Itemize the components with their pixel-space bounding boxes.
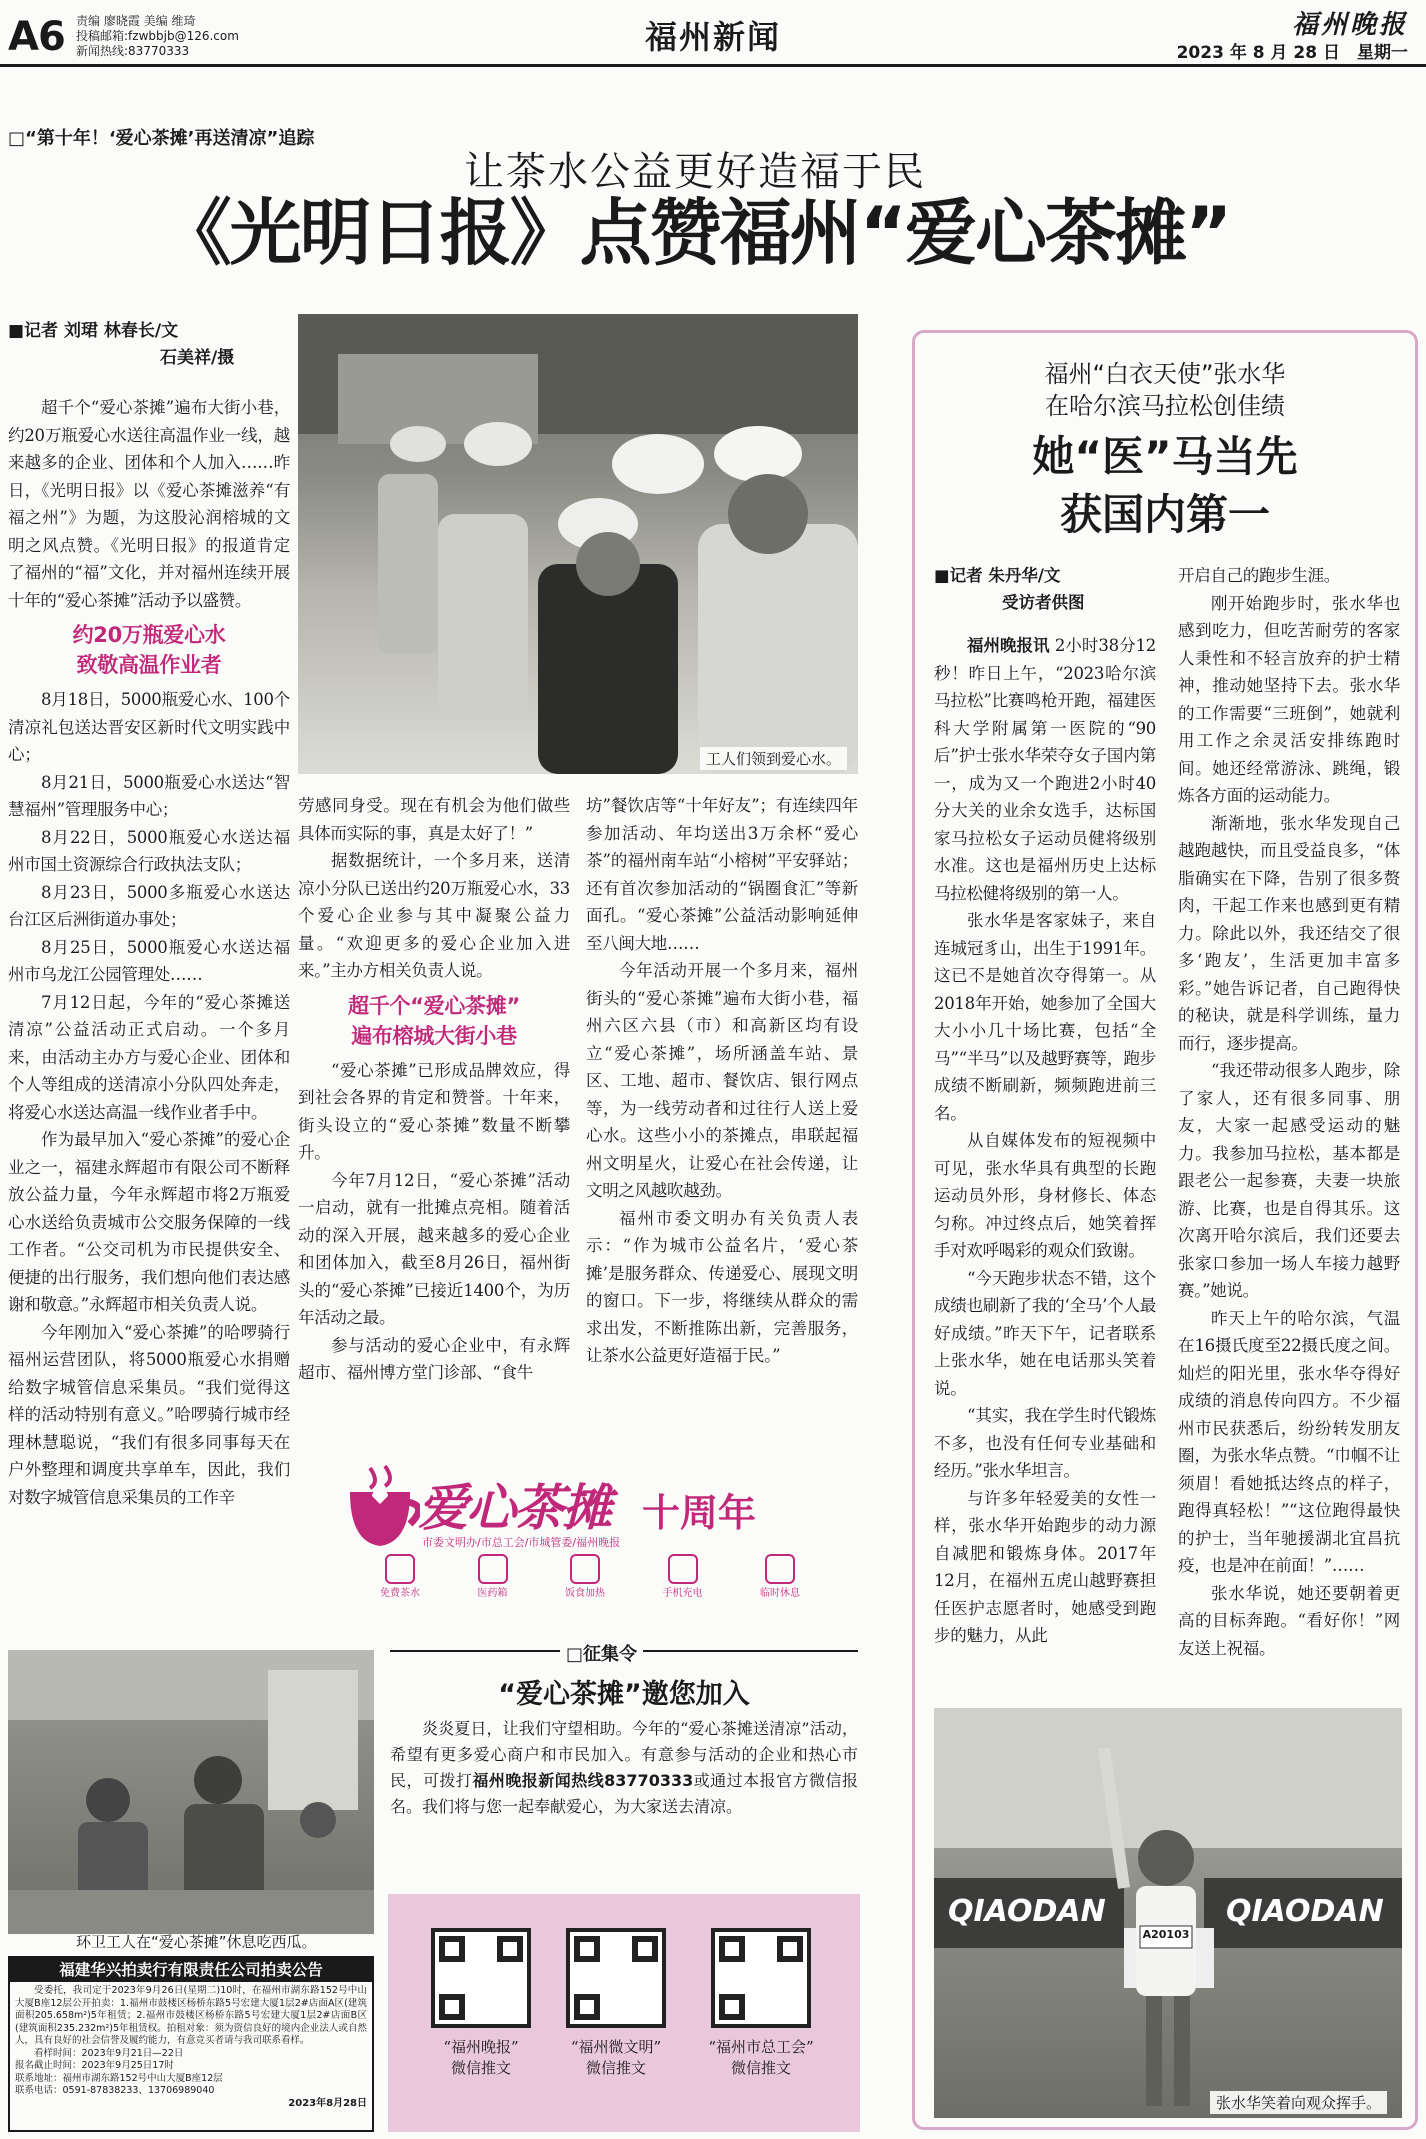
workers-figures [298, 314, 858, 774]
paragraph: “我还带动很多人跑步，除了家人，还有很多同事、朋友，大家一起感受运动的魅力。我参加马拉松，基本都是跟老公一起参赛，夫妻一块旅游、比赛，也是自得其乐。这次离开哈尔滨后，我们还要去张家口参加一场人车接力越野赛。”她说。 [1178, 1061, 1400, 1300]
rest-icon [765, 1554, 795, 1584]
service-label: 临时休息 [760, 1588, 800, 1599]
lead-byline [8, 318, 234, 372]
service-label: 手机充电 [662, 1588, 703, 1599]
service-item [478, 1554, 508, 1599]
auction-view-time: 看样时间：2023年9月21日—22日 [34, 2047, 184, 2059]
auction-body-text: 受委托，我司定于2023年9月26日(星期二)10时，在福州市湖东路152号中山大厦B座12层公开拍卖：1.福州市鼓楼区杨桥东路5号宏建大厦1层2#店面A区(建筑面积205.658m²)5年租赁；2.福州市鼓楼区杨桥东路5号宏建大厦1层2#店面B区(建筑面积235.232m²)5年租赁权。拍租对象：须为资信良好的境内企业法人或自然人，具有良好的社会信誉及履约能力，有意竞买者请与我司联系看样。 [15, 1985, 367, 2046]
qr-code-icon [711, 1928, 811, 2028]
page-number: A6 [8, 14, 65, 60]
sanitation-photo-caption: 环卫工人在“爱心茶摊”休息吃西瓜。 [76, 1933, 317, 1951]
love-tea-stall-logo [340, 1456, 820, 1606]
paragraph: 8月18日，5000瓶爱心水、100个清凉礼包送达晋安区新时代文明实践中心； [8, 690, 290, 764]
service-item [380, 1554, 420, 1599]
call-tag: □征集令 [560, 1640, 643, 1666]
sanitation-workers-figures [8, 1650, 374, 1934]
subhead-2: 超千个“爱心茶摊” 遍布榕城大街小巷 [348, 993, 520, 1048]
paragraph [934, 632, 1156, 907]
paragraph: 参与活动的爱心企业中，有永辉超市、福州博方堂门诊部、“食牛 [298, 1335, 570, 1382]
paragraph: 超千个“爱心茶摊”遍布大街小巷，约20万瓶爱心水送往高温作业一线，越来越多的企业、团体和个人加入……昨日，《光明日报》以《爱心茶摊滋养“有福之州”》为题，为这股沁润榕城的文明之风点赞。《光明日报》的报道肯定了福州的“福”文化，并对福州连续开展十年的“爱心茶摊”活动予以盛赞。 [8, 398, 290, 610]
auction-notice [8, 1956, 374, 2132]
paragraph: 刚开始跑步时，张水华也感到吃力，但吃苦耐劳的客家人秉性和不轻言放弃的护士精神，推动她坚持下去。张水华的工作需要“三班倒”，她就利用工作之余灵活安排练跑时间。她还经常游泳、跳绳，锻炼各方面的运动能力。 [1178, 593, 1400, 805]
email: 投稿邮箱:fzwbbjb@126.com [76, 29, 239, 43]
sidebar-byline [934, 562, 1085, 616]
service-item [565, 1554, 605, 1599]
paragraph: 8月23日，5000多瓶爱心水送达台江区后洲街道办事处； [8, 882, 290, 929]
runner-photo-caption: 张水华笑着向观众挥手。 [1210, 2091, 1387, 2114]
paragraph: 7月12日起，今年的“爱心茶摊送清凉”公益活动正式启动。一个多月来，由活动主办方与爱心企业、团体和个人等组成的送清凉小分队四处奔走，将爱心水送达高温一线作业者手中。 [8, 992, 290, 1122]
race-banner-right: QIAODAN [1226, 1894, 1384, 1929]
service-label: 免费茶水 [380, 1588, 420, 1599]
call-hotline: 福州晚报新闻热线83770333 [472, 1771, 694, 1790]
sidebar-column-1 [934, 632, 1156, 1650]
paragraph: 张水华是客家妹子，来自连城冠豸山，出生于1991年。这已不是她首次夺得第一。从2018年开始，她参加了全国大大小小几十场比赛，包括“全马”“半马”以及越野赛等，跑步成绩不断刷新，频频跑进前三名。 [934, 911, 1156, 1123]
auction-deadline: 报名截止时间：2023年9月25日17时 [15, 2060, 174, 2071]
call-body-text: 或通过本报官方微信报名。我们将与您一起奉献爱心，为大家送去清凉。 [390, 1771, 858, 1816]
paragraph: 今年7月12日，“爱心茶摊”活动一启动，就有一批摊点亮相。随着活动的深入开展，越来越多的爱心企业和团体加入，截至8月26日，福州街头的“爱心茶摊”已接近1400个，为历年活动之最。 [298, 1170, 570, 1327]
qr-sub: 微信推文 [450, 2059, 511, 2077]
paragraph: 张水华说，她还要朝着更高的目标奔跑。“看好你！”网友送上祝福。 [1178, 1583, 1400, 1658]
qr-name: “福州市总工会” [708, 2038, 814, 2056]
paragraph: “今天跑步状态不错，这个成绩也刷新了我的‘全马’个人最好成绩。”昨天下午，记者联系上张水华，她在电话那头笑着说。 [934, 1268, 1156, 1398]
lead-column-1 [8, 394, 290, 1511]
lead-kicker: 让茶水公益更好造福于民 [464, 149, 926, 195]
subhead-1: 约20万瓶爱心水 致敬高温作业者 [72, 623, 226, 677]
paragraph: 福州市委文明办有关负责人表示：“作为城市公益名片，‘爱心茶摊’是服务群众、传递爱心、展现文明的窗口。下一步，将继续从群众的需求出发，不断推陈出新，完善服务，让茶水公益更好造福于民。” [586, 1208, 858, 1365]
editors: 责编 廖晓霞 美编 维琦 [76, 14, 196, 28]
paragraph: 坊”餐饮店等“十年好友”；有连续四年参加活动、年均送出3万余杯“爱心茶”的福州南车站“小榕树”平安驿站；还有首次参加活动的“锅圈食汇”等新面孔。“爱心茶摊”公益活动影响延伸至八闽大地…… [586, 796, 858, 953]
paragraph: 渐渐地，张水华发现自己越跑越快，而且受益良多，“体脂确实在下降，告别了很多赘肉，干起工作来也感到更有精力。除此以外，我还结交了很多‘跑友’，生活更加丰富多彩。”她告诉记者，自己跑得快的秘诀，就是科学训练，量力而行，逐步提高。 [1178, 813, 1400, 1053]
sidebar-headline-2: 获国内第一 [1059, 490, 1270, 539]
paragraph: 8月21日，5000瓶爱心水送达“智慧福州”管理服务中心； [8, 772, 290, 819]
sidebar-headline [914, 428, 1416, 544]
auction-date: 2023年8月28日 [288, 2097, 367, 2109]
sidebar-kicker-1: 福州“白衣天使”张水华 [1044, 360, 1286, 388]
qr-block [686, 1928, 836, 2078]
qr-block [551, 1928, 681, 2078]
issue-date: 2023 年 8 月 28 日 星期一 [1176, 43, 1408, 63]
race-banner-left: QIAODAN [948, 1894, 1106, 1929]
auction-address: 联系地址：福州市湖东路152号中山大厦B座12层 [15, 2072, 223, 2084]
qr-sub: 微信推文 [585, 2059, 646, 2077]
lead-headline: 《光明日报》点赞福州“爱心茶摊” [159, 191, 1231, 275]
paragraph: 作为最早加入“爱心茶摊”的爱心企业之一，福建永辉超市有限公司不断释放公益力量，今年永辉超市将2万瓶爱心水送给负责城市公交服务保障的一线工作者。“公交司机为市民提供安全、便捷的出行服务，我们想向他们表达感谢和敬意。”永辉超市相关负责人说。 [8, 1130, 290, 1314]
byline-writer: ■记者 刘珺 林春长/文 [8, 321, 179, 341]
qr-name: “福州晚报” [443, 2038, 519, 2056]
qr-name: “福州微文明” [570, 2038, 662, 2056]
auction-body [10, 1982, 372, 2113]
sidebar-kicker-2: 在哈尔滨马拉松创佳绩 [1045, 392, 1285, 420]
logo-anniversary: 十周年 [642, 1491, 757, 1535]
sanitation-workers-photo [8, 1650, 374, 1934]
qr-panel [388, 1894, 860, 2132]
service-label: 饭食加热 [565, 1588, 605, 1599]
paragraph: “爱心茶摊”已形成品牌效应，得到社会各界的肯定和赞誉。十年来，街头设立的“爱心茶摊”数量不断攀升。 [298, 1060, 570, 1162]
food-heating-icon [570, 1554, 600, 1584]
call-for-entries [390, 1640, 858, 1888]
service-icons [380, 1554, 800, 1599]
hotline: 新闻热线:83770333 [76, 44, 190, 58]
medicine-box-icon [478, 1554, 508, 1584]
workers-photo-caption: 工人们领到爱心水。 [700, 747, 847, 770]
service-item [760, 1554, 800, 1599]
auction-title: 福建华兴拍卖行有限责任公司拍卖公告 [10, 1958, 372, 1982]
teacup-icon [340, 1462, 420, 1552]
qr-code-icon [566, 1928, 666, 2028]
paragraph: 今年刚加入“爱心茶摊”的哈啰骑行福州运营团队，将5000瓶爱心水捐赠给数字城管信息采集员。“我们觉得这样的活动特别有意义。”哈啰骑行城市经理林慧聪说，“我们有很多同事每天在户外整理和调度共享单车，因此，我们对数字城管信息采集员的工作辛 [8, 1322, 290, 1507]
paragraph: 8月22日，5000瓶爱心水送达福州市国土资源综合行政执法支队； [8, 827, 290, 874]
qr-code-icon [431, 1928, 531, 2028]
lead-column-3 [586, 792, 858, 1370]
sidebar-headline-1: 她“医”马当先 [1032, 432, 1298, 481]
sidebar-byline-writer: ■记者 朱丹华/文 [934, 566, 1061, 585]
sidebar-lead-tag: 福州晚报讯 [967, 636, 1050, 655]
paragraph: 今年活动开展一个多月来，福州街头的“爱心茶摊”遍布大街小巷，福州六区六县（市）和高新区均有设立“爱心茶摊”，场所涵盖车站、景区、工地、超市、餐饮店、银行网点等，为一线劳动者和过往行人送上爱心水。这些小小的茶摊点，串联起福州文明星火，让爱心在社会传递，让文明之风越吹越劲。 [586, 961, 858, 1200]
qr-block [416, 1928, 546, 2078]
call-body-text: 炎炎夏日，让我们守望相助。今年的“爱心茶摊送清凉”活动，希望有更多爱心商户和市民加入。有意参与活动的企业和热心市民，可拨打 [390, 1719, 858, 1790]
sidebar-kicker [914, 358, 1416, 422]
paragraph: 劳感同身受。现在有机会为他们做些具体而实际的事，真是太好了！” [298, 796, 570, 843]
paragraph: 与许多年轻爱美的女性一样，张水华开始跑步的动力源自减肥和锻炼身体。2017年12月，在福州五虎山越野赛担任医护志愿者时，她感受到跑步的魅力，从此 [934, 1488, 1156, 1645]
paragraph: 昨天上午的哈尔滨，气温在16摄氏度至22摄氏度之间。灿烂的阳光里，张水华夺得好成绩的消息传向四方。不少福州市民获悉后，纷纷转发朋友圈，为张水华点赞。“巾帼不让须眉！看她抵达终点的样子，跑得真轻松！”“这位跑得最快的护士，当年驰援湖北宜昌抗疫，也是冲在前面！”…… [1178, 1308, 1400, 1575]
sidebar-byline-photo: 受访者供图 [1002, 593, 1085, 612]
lead-column-2 [298, 792, 570, 1387]
phone-charge-icon [668, 1554, 698, 1584]
service-label: 医药箱 [477, 1588, 508, 1599]
runner-bib: A20103 [1142, 1928, 1190, 1941]
section-title: 福州新闻 [644, 18, 781, 56]
call-title: “爱心茶摊”邀您加入 [498, 1679, 750, 1710]
qr-sub: 微信推文 [730, 2059, 791, 2077]
call-body [390, 1716, 858, 1820]
runner-photo [934, 1708, 1402, 2118]
paragraph-text: 2小时38分12秒！昨日上午，“2023哈尔滨马拉松”比赛鸣枪开跑，福建医科大学附属第一医院的“90后”护士张水华荣夺女子国内第一，成为又一个跑进2小时40分大关的业余女选手，达标国家马拉松女子运动员健将级别水准。这也是福州历史上达标马拉松健将级别的第一人。 [934, 636, 1156, 903]
auction-phone: 联系电话：0591-87838233、13706989040 [15, 2085, 215, 2096]
paragraph: 8月25日，5000瓶爱心水送达福州市乌龙江公园管理处…… [8, 937, 290, 984]
workers-photo [298, 314, 858, 774]
paragraph: 从自媒体发布的短视频中可见，张水华具有典型的长跑运动员外形，身材修长、体态匀称。冲过终点后，她笑着挥手对欢呼喝彩的观众们致谢。 [934, 1131, 1156, 1260]
tea-icon [385, 1554, 415, 1584]
paragraph: 开启自己的跑步生涯。 [1178, 566, 1341, 585]
sidebar-column-2 [1178, 562, 1400, 1662]
paragraph: 据数据统计，一个多月来，送清凉小分队已送出约20万瓶爱心水，33个爱心企业参与其中凝聚公益力量。“欢迎更多的爱心企业加入进来。”主办方相关负责人说。 [298, 851, 570, 980]
header-rule [0, 64, 1426, 67]
paper-name: 福州晚报 [1291, 10, 1408, 40]
logo-organizers: 市委文明办/市总工会/市城管委/福州晚报 [422, 1536, 621, 1549]
series-tag: □“第十年！‘爱心茶摊’再送清凉”追踪 [8, 128, 315, 149]
logo-title: 爱心茶摊 [418, 1479, 610, 1537]
paragraph: “其实，我在学生时代锻炼不多，也没有任何专业基础和经历。”张水华坦言。 [934, 1406, 1156, 1480]
byline-photographer: 石美祥/摄 [160, 348, 235, 368]
service-item [663, 1554, 703, 1599]
